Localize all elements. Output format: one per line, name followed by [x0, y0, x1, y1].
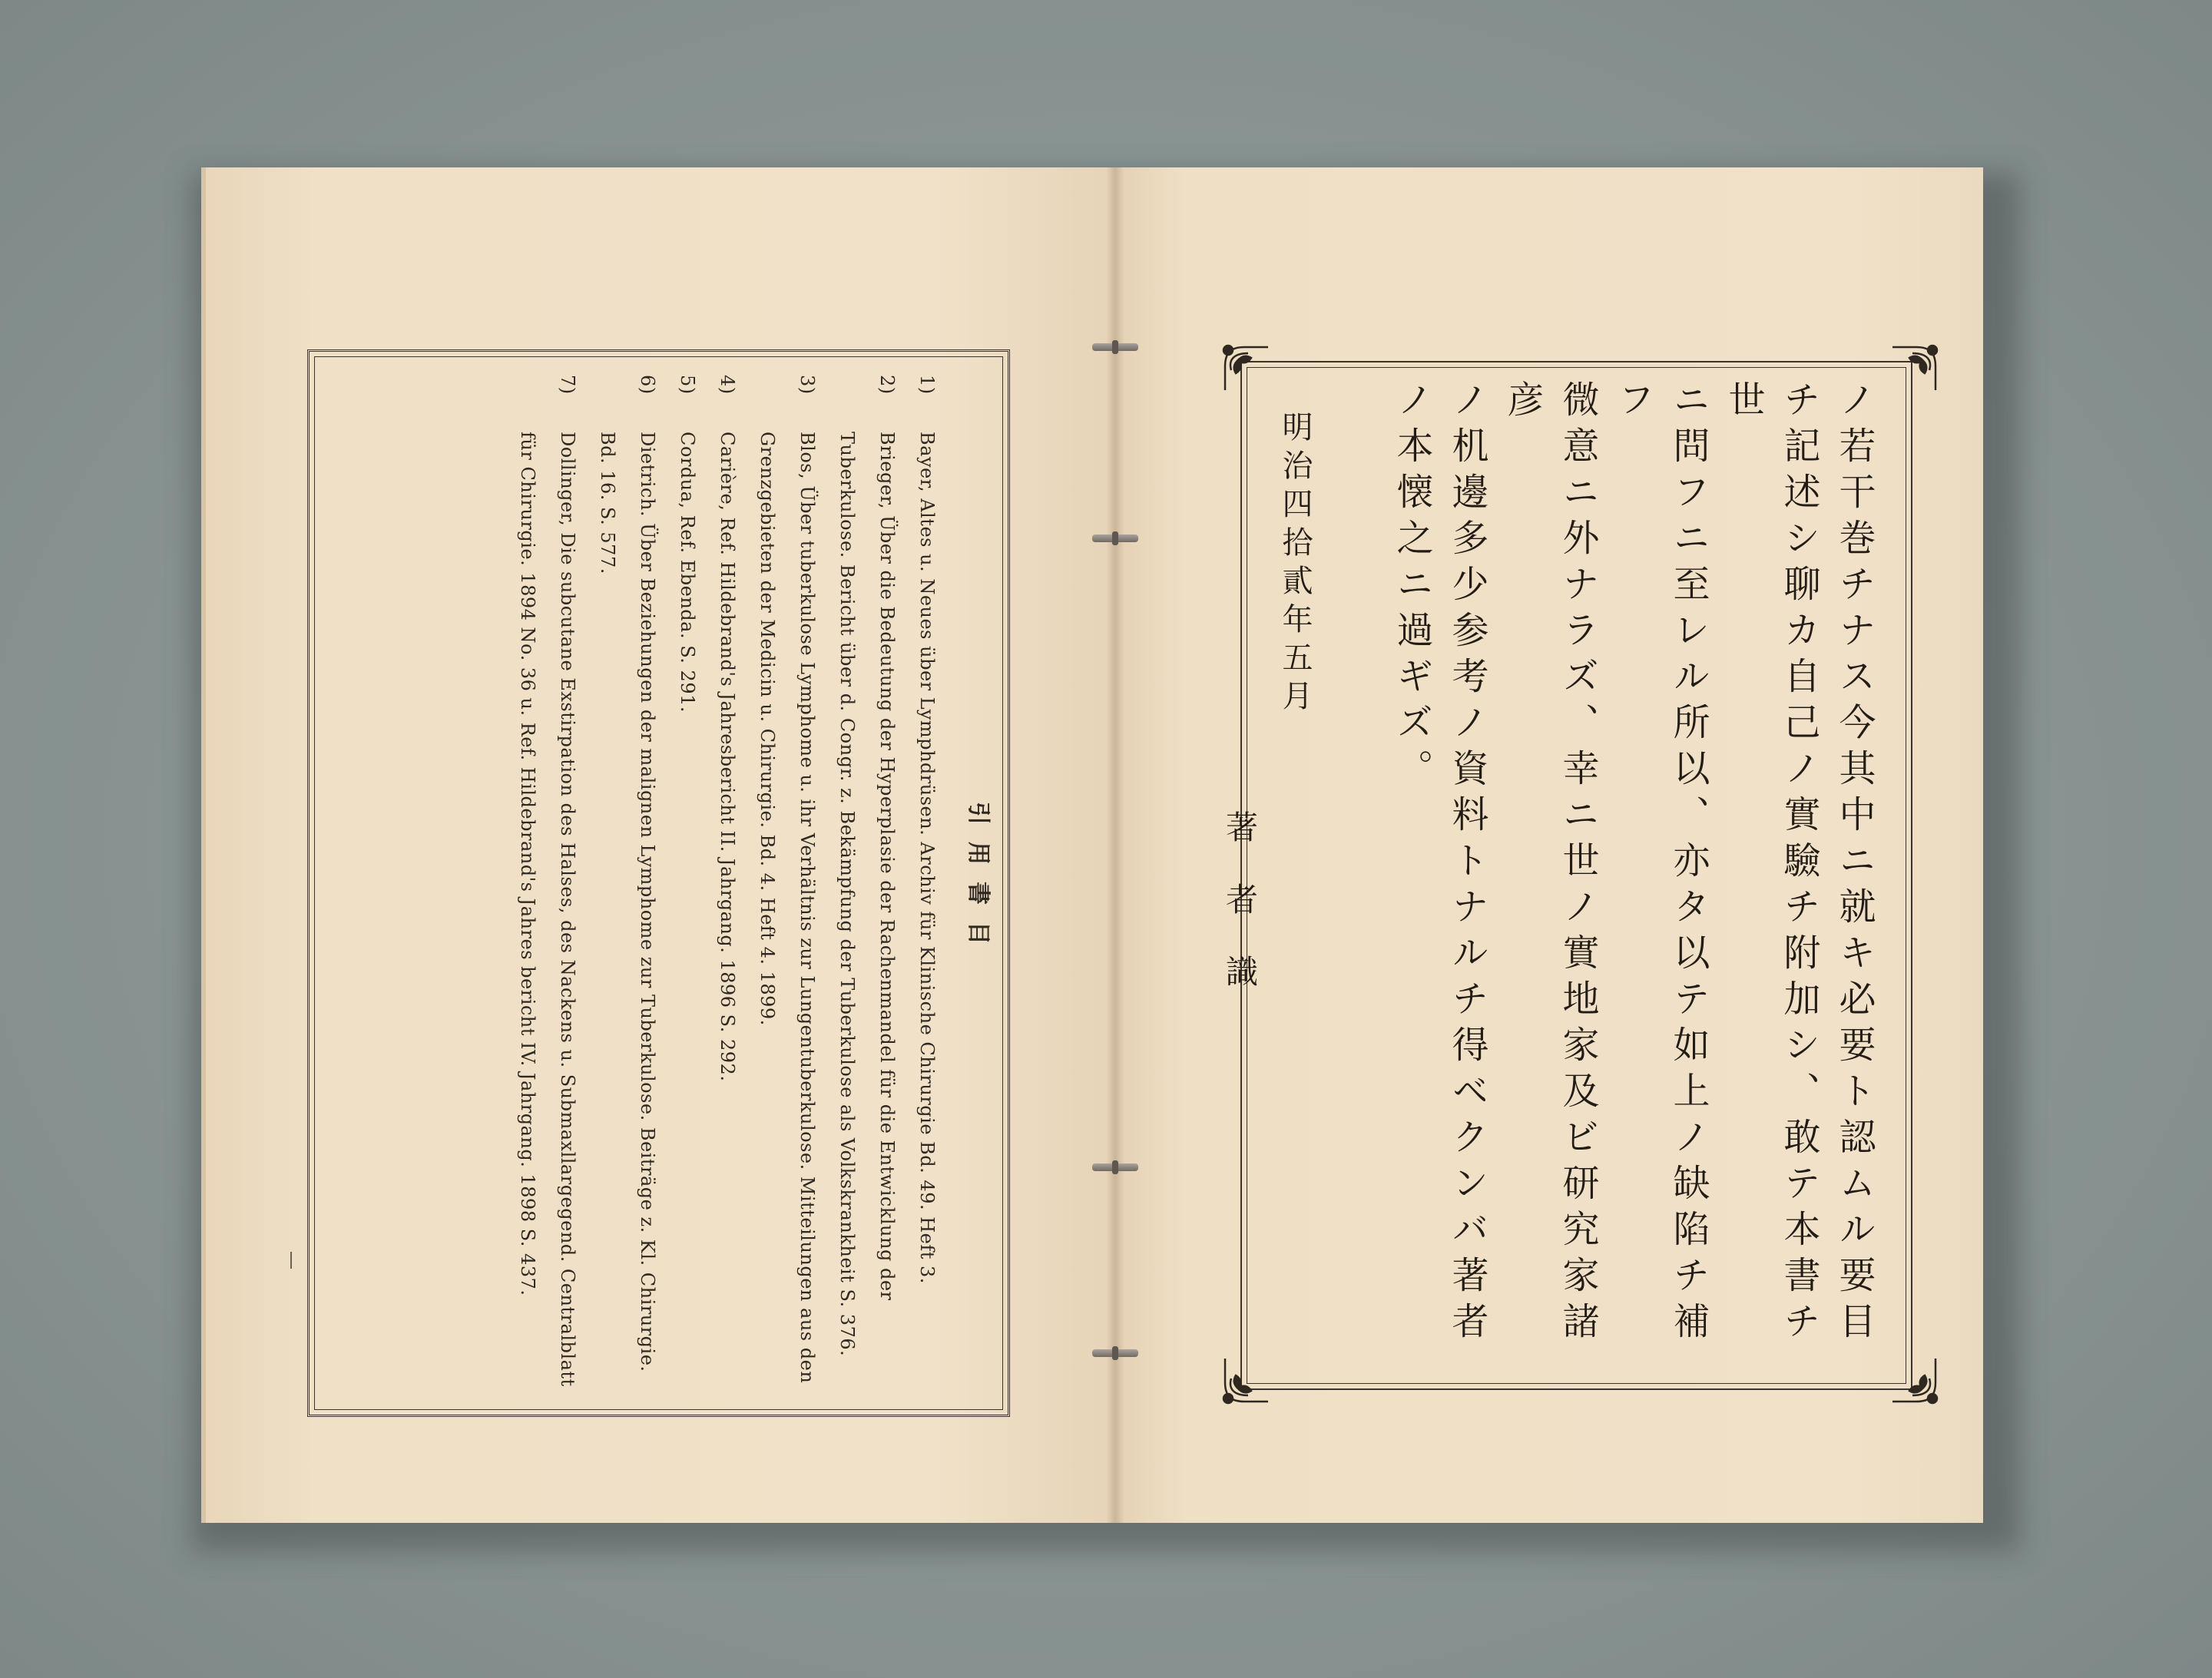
reference-number: 5) — [677, 375, 698, 395]
reference-text: Cordua, Ref. Ebenda. S. 291. — [677, 432, 698, 713]
preface-line: ノ若干巻チナス今其中ニ就キ必要ト認ムル要目 — [1833, 380, 1876, 1348]
ornament-corner-icon — [1217, 339, 1271, 393]
book-gutter — [1106, 167, 1124, 1523]
reference-number: 3) — [796, 375, 818, 395]
reference-item — [747, 375, 827, 1388]
reference-number: 6) — [637, 375, 658, 395]
references-list — [508, 375, 947, 1388]
reference-text: Brieger, Über die Bedeutung der Hyperplasie der Rachenmandel für die Entwicklung der Tuberkulose. Bericht über d. Congr. z. Bekämpfung der Tuberkulose als Volkskrankheit S. 376. — [836, 432, 898, 1357]
reference-item — [508, 375, 588, 1388]
preface-line: 微意ニ外ナラズ、幸ニ世ノ實地家及ビ研究家諸彦 — [1501, 380, 1599, 1348]
reference-number: 7) — [557, 375, 578, 395]
ornament-corner-icon — [1889, 1355, 1943, 1409]
preface-spacer — [1323, 380, 1384, 1371]
reference-item — [907, 375, 947, 1388]
reference-item — [707, 375, 747, 1388]
reference-item — [667, 375, 707, 1388]
preface-text — [1221, 380, 1882, 1371]
references-box — [307, 349, 1010, 1417]
reference-text: Bayer, Altes u. Neues über Lymphdrüsen. Archiv für Klinische Chirurgie Bd. 49. Heft 3. — [916, 432, 938, 1284]
ornament-corner-icon — [1889, 339, 1943, 393]
preface-line: ノ机邊多少参考ノ資料トナルチ得ベクンバ著者 — [1445, 380, 1488, 1348]
reference-number: 1) — [916, 375, 938, 395]
binding-staple — [1092, 343, 1138, 351]
references-content — [340, 375, 1001, 1388]
page-mark — [290, 1252, 292, 1269]
preface-date: 明治四拾貳年五月 — [1277, 411, 1313, 718]
binding-staple — [1092, 535, 1138, 542]
reference-text: Carière, Ref. Hildebrand's Jahresbericht II. Jahrgang. 1896 S. 292. — [717, 432, 738, 1082]
preface-author: 著者識 — [1221, 810, 1259, 1027]
reference-number: 4) — [717, 375, 738, 395]
reference-item — [588, 375, 667, 1388]
reference-number: 2) — [876, 375, 898, 395]
reference-text: Dollinger, Die subcutane Exstirpation des Halses, des Nackens u. Submaxllargegend. Centralblatt für Chirurgie. 1894 No. 36 u. Ref. Hildebrand's Jahres bericht IV. Jahrgang. 1898 S. 437. — [517, 432, 578, 1387]
reference-item — [827, 375, 907, 1388]
reference-text: Blos, Über tuberkulose Lymphome u. ihr Verhältnis zur Lungentuberkulose. Mitteilungen aus den Grenzgebieten der Medicin u. Chirurgie. Bd. 4. Heft 4. 1899. — [757, 432, 818, 1384]
preface-line: ニ問フニ至レル所以、亦タ以テ如上ノ缺陷チ補フ — [1611, 380, 1710, 1348]
binding-staple — [1092, 1163, 1138, 1171]
binding-staple — [1092, 1349, 1138, 1357]
reference-text: Dietrich. Über Beziehungen der malignen Lymphome zur Tuberkulose. Beiträge z. Kl. Chirurgie. Bd. 16. S. 577. — [597, 432, 658, 1372]
references-title: 引用書目 — [965, 802, 992, 961]
preface-line: ノ本懐之ニ過ギズ。 — [1390, 380, 1433, 795]
preface-line: チ記述シ聊カ自己ノ實驗チ附加シ、敢テ本書チ世 — [1722, 380, 1820, 1348]
